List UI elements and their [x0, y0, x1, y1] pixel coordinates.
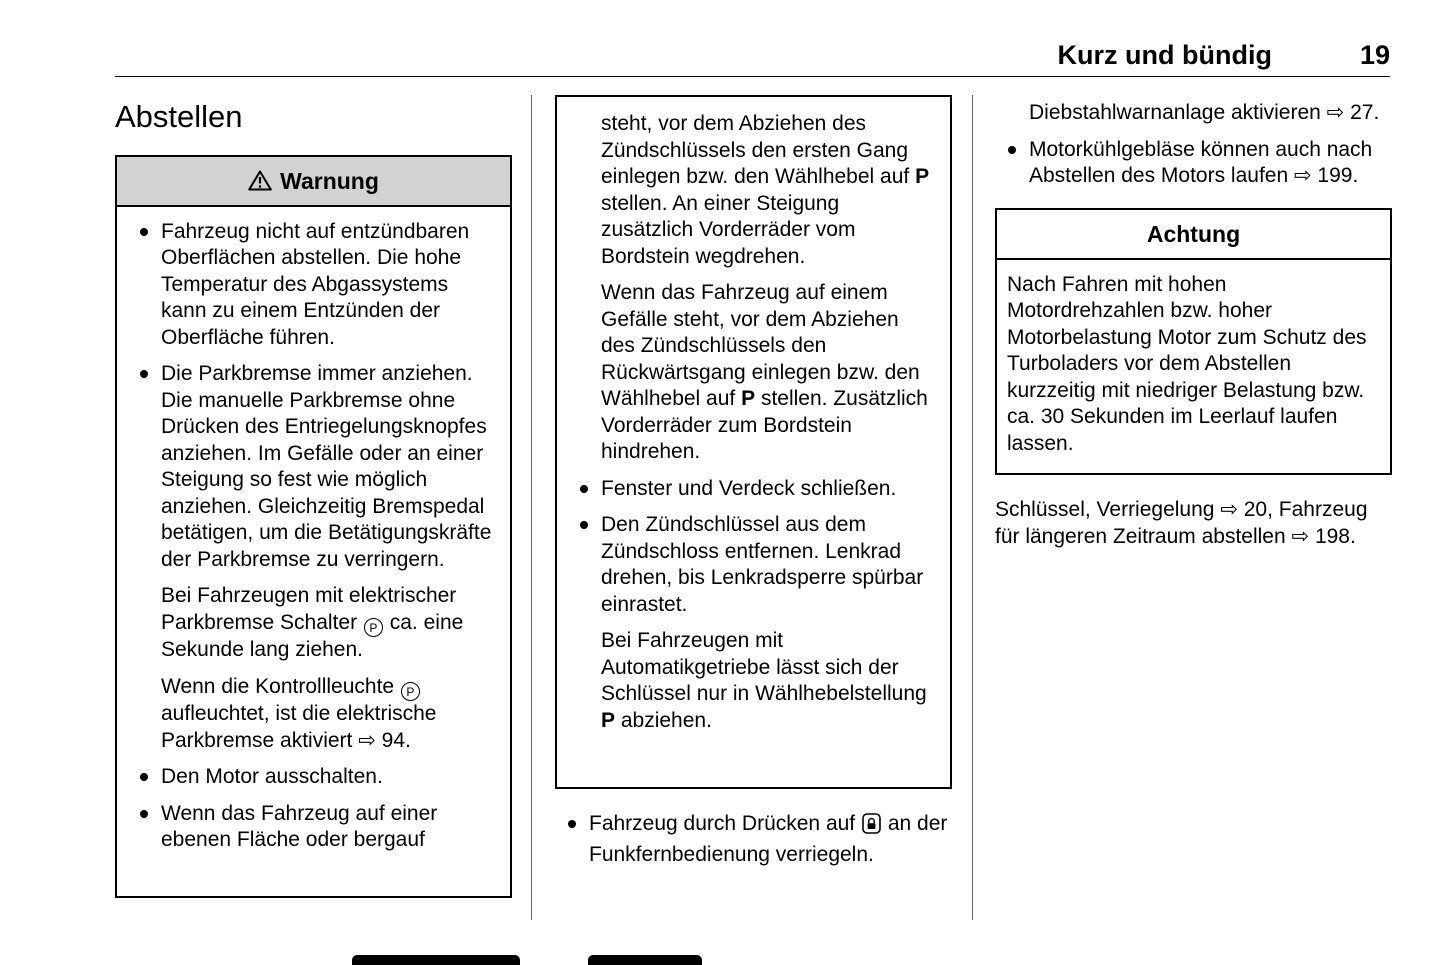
remote-lock-icon — [862, 813, 881, 842]
warning-bullet-item — [127, 764, 496, 791]
warning-item-text: Wenn die Kontrollleuchte P aufleuchtet, ist die elektrische Parkbremse aktiviert ⇨ 94. — [161, 674, 437, 752]
warning-bullet-item — [127, 219, 496, 352]
warning-continuation-paragraph — [567, 280, 936, 466]
warning-item-text: Den Zündschlüssel aus dem Zündschloss entfernen. Lenkrad drehen, bis Lenkradsperre spürbar einrastet. — [601, 513, 924, 616]
warning-box-header — [115, 155, 512, 207]
scan-artifact — [588, 955, 702, 965]
cross-reference-paragraph: Schlüssel, Verriegelung ⇨ 20, Fahrzeug für längeren Zeitraum abstellen ⇨ 198. — [995, 498, 1368, 548]
caution-box-header — [995, 208, 1392, 260]
indent-spacer — [567, 280, 601, 466]
bullet-marker — [127, 801, 161, 854]
page-reference-arrow-icon: ⇨ — [1293, 164, 1312, 187]
scan-artifact — [352, 955, 520, 965]
warning-item-text: Den Motor ausschalten. — [161, 765, 383, 789]
body-item-text: Diebstahlwarnanlage aktivieren ⇨ 27. — [1029, 101, 1380, 124]
warning-box-body — [115, 207, 512, 898]
caution-box — [995, 208, 1392, 476]
warning-bullet-item — [567, 476, 936, 503]
column-divider — [972, 95, 973, 920]
warning-continuation-paragraph — [567, 111, 936, 270]
body-item-text: Motorkühlgebläse können auch nach Abstellen des Motors laufen ⇨ 199. — [1029, 137, 1373, 187]
warning-item-text: Bei Fahrzeugen mit elektrischer Parkbremse Schalter P ca. eine Sekunde lang ziehen. — [161, 584, 464, 662]
indent-spacer — [995, 100, 1029, 127]
bullet-marker — [555, 811, 589, 868]
warning-bullet-item — [127, 361, 496, 573]
page-reference-arrow-icon: ⇨ — [1291, 524, 1310, 548]
bullet-marker — [567, 512, 601, 618]
indent-spacer — [567, 111, 601, 270]
header-rule — [115, 76, 1390, 77]
warning-item-text: Wenn das Fahrzeug auf einer ebenen Fläche oder bergauf — [161, 801, 438, 852]
warning-bullet-item — [567, 512, 936, 618]
column-3 — [995, 95, 1392, 550]
body-item-text: Fahrzeug durch Drücken auf an der Funkfernbedienung verriegeln. — [589, 812, 948, 866]
warning-item-text: steht, vor dem Abziehen des Zündschlüssels den ersten Gang einlegen bzw. den Wählhebel auf P stellen. An einer Steigung zusätzlich Vorderräder vom Bordstein wegdrehen. — [601, 112, 930, 268]
bullet-marker — [567, 476, 601, 503]
indent-spacer — [567, 628, 601, 734]
column-divider — [531, 95, 532, 920]
column-1 — [115, 95, 512, 898]
indent-spacer — [127, 674, 161, 755]
body-bullet-item — [555, 811, 952, 868]
warning-box — [115, 155, 512, 898]
section-heading: Abstellen — [115, 99, 243, 134]
running-head-title: Kurz und bündig — [1057, 40, 1272, 70]
bullet-marker — [127, 764, 161, 791]
warning-continuation-paragraph — [567, 628, 936, 734]
warning-item-text: Fenster und Verdeck schließen. — [601, 476, 897, 500]
page-reference-arrow-icon: ⇨ — [1220, 498, 1238, 521]
warning-triangle-icon — [248, 170, 272, 191]
page-number: 19 — [1359, 40, 1390, 70]
warning-box-title: Warnung — [280, 167, 379, 194]
parking-brake-p-icon: P — [364, 618, 383, 637]
warning-box-continued — [555, 95, 952, 789]
warning-continuation-paragraph — [127, 674, 496, 755]
warning-item-text: Bei Fahrzeugen mit Automatikgetriebe lässt sich der Schlüssel nur in Wählhebelstellung P abziehen. — [601, 629, 927, 732]
bullet-marker — [127, 219, 161, 352]
bullet-marker — [127, 361, 161, 573]
indent-spacer — [127, 583, 161, 664]
page-reference-arrow-icon: ⇨ — [1326, 101, 1345, 124]
warning-item-text: Fahrzeug nicht auf entzündbaren Oberflächen abstellen. Die hohe Temperatur des Abgassystems kann zu einem Entzünden der Oberfläche führen. — [161, 219, 470, 349]
warning-continuation-paragraph — [127, 583, 496, 664]
body-bullet-item — [995, 137, 1392, 190]
parking-brake-p-icon: P — [401, 682, 420, 701]
page-header — [1058, 40, 1391, 71]
warning-bullet-item — [127, 801, 496, 854]
warning-item-text: Die Parkbremse immer anziehen. Die manuelle Parkbremse ohne Drücken des Entriegelungsknopfes anziehen. Im Gefälle oder an einer Steigung so fest wie möglich anziehen. Gleichzeitig Bremspedal betätigen, um die Betätigungskräfte der Parkbremse zu verringern. — [161, 362, 492, 571]
caution-box-body — [995, 260, 1392, 476]
bullet-marker — [995, 137, 1029, 190]
caution-box-title: Achtung — [1146, 220, 1241, 247]
body-continuation-paragraph — [995, 100, 1392, 127]
caution-text: Nach Fahren mit hohen Motordrehzahlen bzw. hoher Motorbelastung Motor zum Schutz des Turboladers vor dem Abstellen kurzzeitig mit niedriger Belastung bzw. ca. 30 Sekunden im Leerlauf laufen lassen. — [1007, 272, 1367, 455]
warning-item-text: Wenn das Fahrzeug auf einem Gefälle steht, vor dem Abziehen des Zündschlüssels den Rückwärtsgang einlegen bzw. den Wählhebel auf P stellen. Zusätzlich Vorderräder zum Bordstein hindrehen. — [601, 281, 928, 463]
page-reference-arrow-icon: ⇨ — [358, 728, 376, 752]
column-2 — [555, 95, 952, 868]
